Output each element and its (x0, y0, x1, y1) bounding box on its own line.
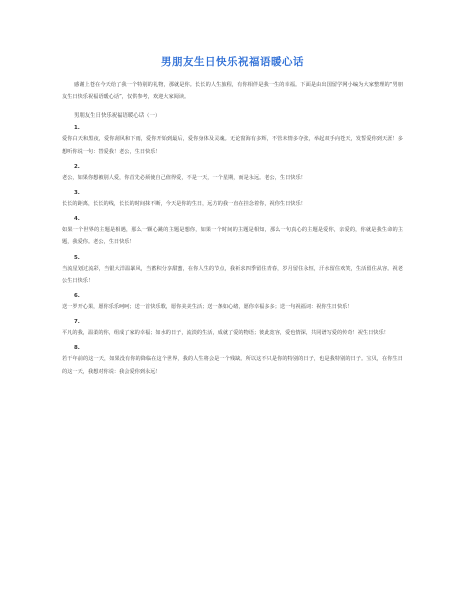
item-text: 当流星划过流彩，当银大洋温暴风，当蓄积分享甜蜜，在你人生的节点，我祈求四季留住青春，岁月留住永恒，汗水留住欢笑，生活留住从容。祝老公生日快乐！ (62, 265, 403, 284)
item-number: 8. (74, 345, 80, 352)
list-item (62, 255, 403, 287)
list-item (62, 190, 403, 210)
item-number: 5. (74, 254, 80, 261)
item-text: 长长的距离，长长的线，长长的时间抹不断，今天是你的生日，远方的我一直在挂念着你，祝你生日快乐！ (62, 201, 306, 208)
item-text: 若干年前的这一天，如果没有你的降临在这个世界，我的人生将会是一个残缺。所以这不只是你的特别的日子，也是我特别的日子。宝贝，在你生日的这一天，我想对你说：我会爱你到永远！ (62, 356, 403, 375)
item-number: 6. (74, 293, 80, 300)
item-number: 7. (74, 319, 80, 326)
intro-paragraph: 感谢上苍在今天给了我一个特别的礼物，那就是你。长长的人生旅程，有你相伴是我一生的幸福。下面是由出国留学网小编为大家整理的“男朋友生日快乐祝福语暖心话”，仅供参考，欢迎大家阅读。 (62, 82, 403, 101)
list-item (62, 216, 403, 248)
list-item (62, 319, 403, 339)
item-text: 如果一个世界的主题是相遇，那么一颗心跳的主题是想你，如果一个时间的主题是相知，那么一句真心的主题是爱你，亲爱的，你就是我生命的主题，我爱你。老公，生日快乐！ (62, 227, 403, 246)
item-text: 爱你白天和黑夜，爱你刮风和下雨，爱你开始到最后，爱你身体及灵魂。无论窗海有多辉，不管未情多夺张，举起双手向苍天，发誓爱你到天涯！多想听你说一句：替爱我！老公，生日快乐！ (62, 136, 403, 155)
section-title: 男朋友生日快乐祝福语暖心话（一） (74, 113, 161, 120)
item-text: 平凡的我，温柔的你，组成了家的幸福；如水的日子，流淡的生活，成就了爱的物语；彼此宽容，爱也情深，共同谱写爱的传奇！祝生日快乐！ (62, 330, 389, 337)
item-text: 送一罗开心果，愿你乐乐呵呵；送一首快乐歌，愿你美美生活；送一条如心绪，愿你幸福多多；送一句祝福词：祝你生日快乐！ (62, 304, 353, 311)
list-item (62, 293, 403, 313)
item-number: 1. (74, 125, 80, 132)
list-item (62, 164, 403, 184)
item-text: 老公，如果你想被别人爱，你首先必须使自己值得爱，不是一天，一个星期，而是永远。老公，生日快乐！ (62, 174, 306, 181)
item-number: 2. (74, 163, 80, 170)
list-item (62, 125, 403, 157)
item-number: 3. (74, 190, 80, 197)
item-number: 4. (74, 216, 80, 223)
list-item (62, 345, 403, 377)
document-title: 男朋友生日快乐祝福语暖心话 (161, 56, 304, 68)
